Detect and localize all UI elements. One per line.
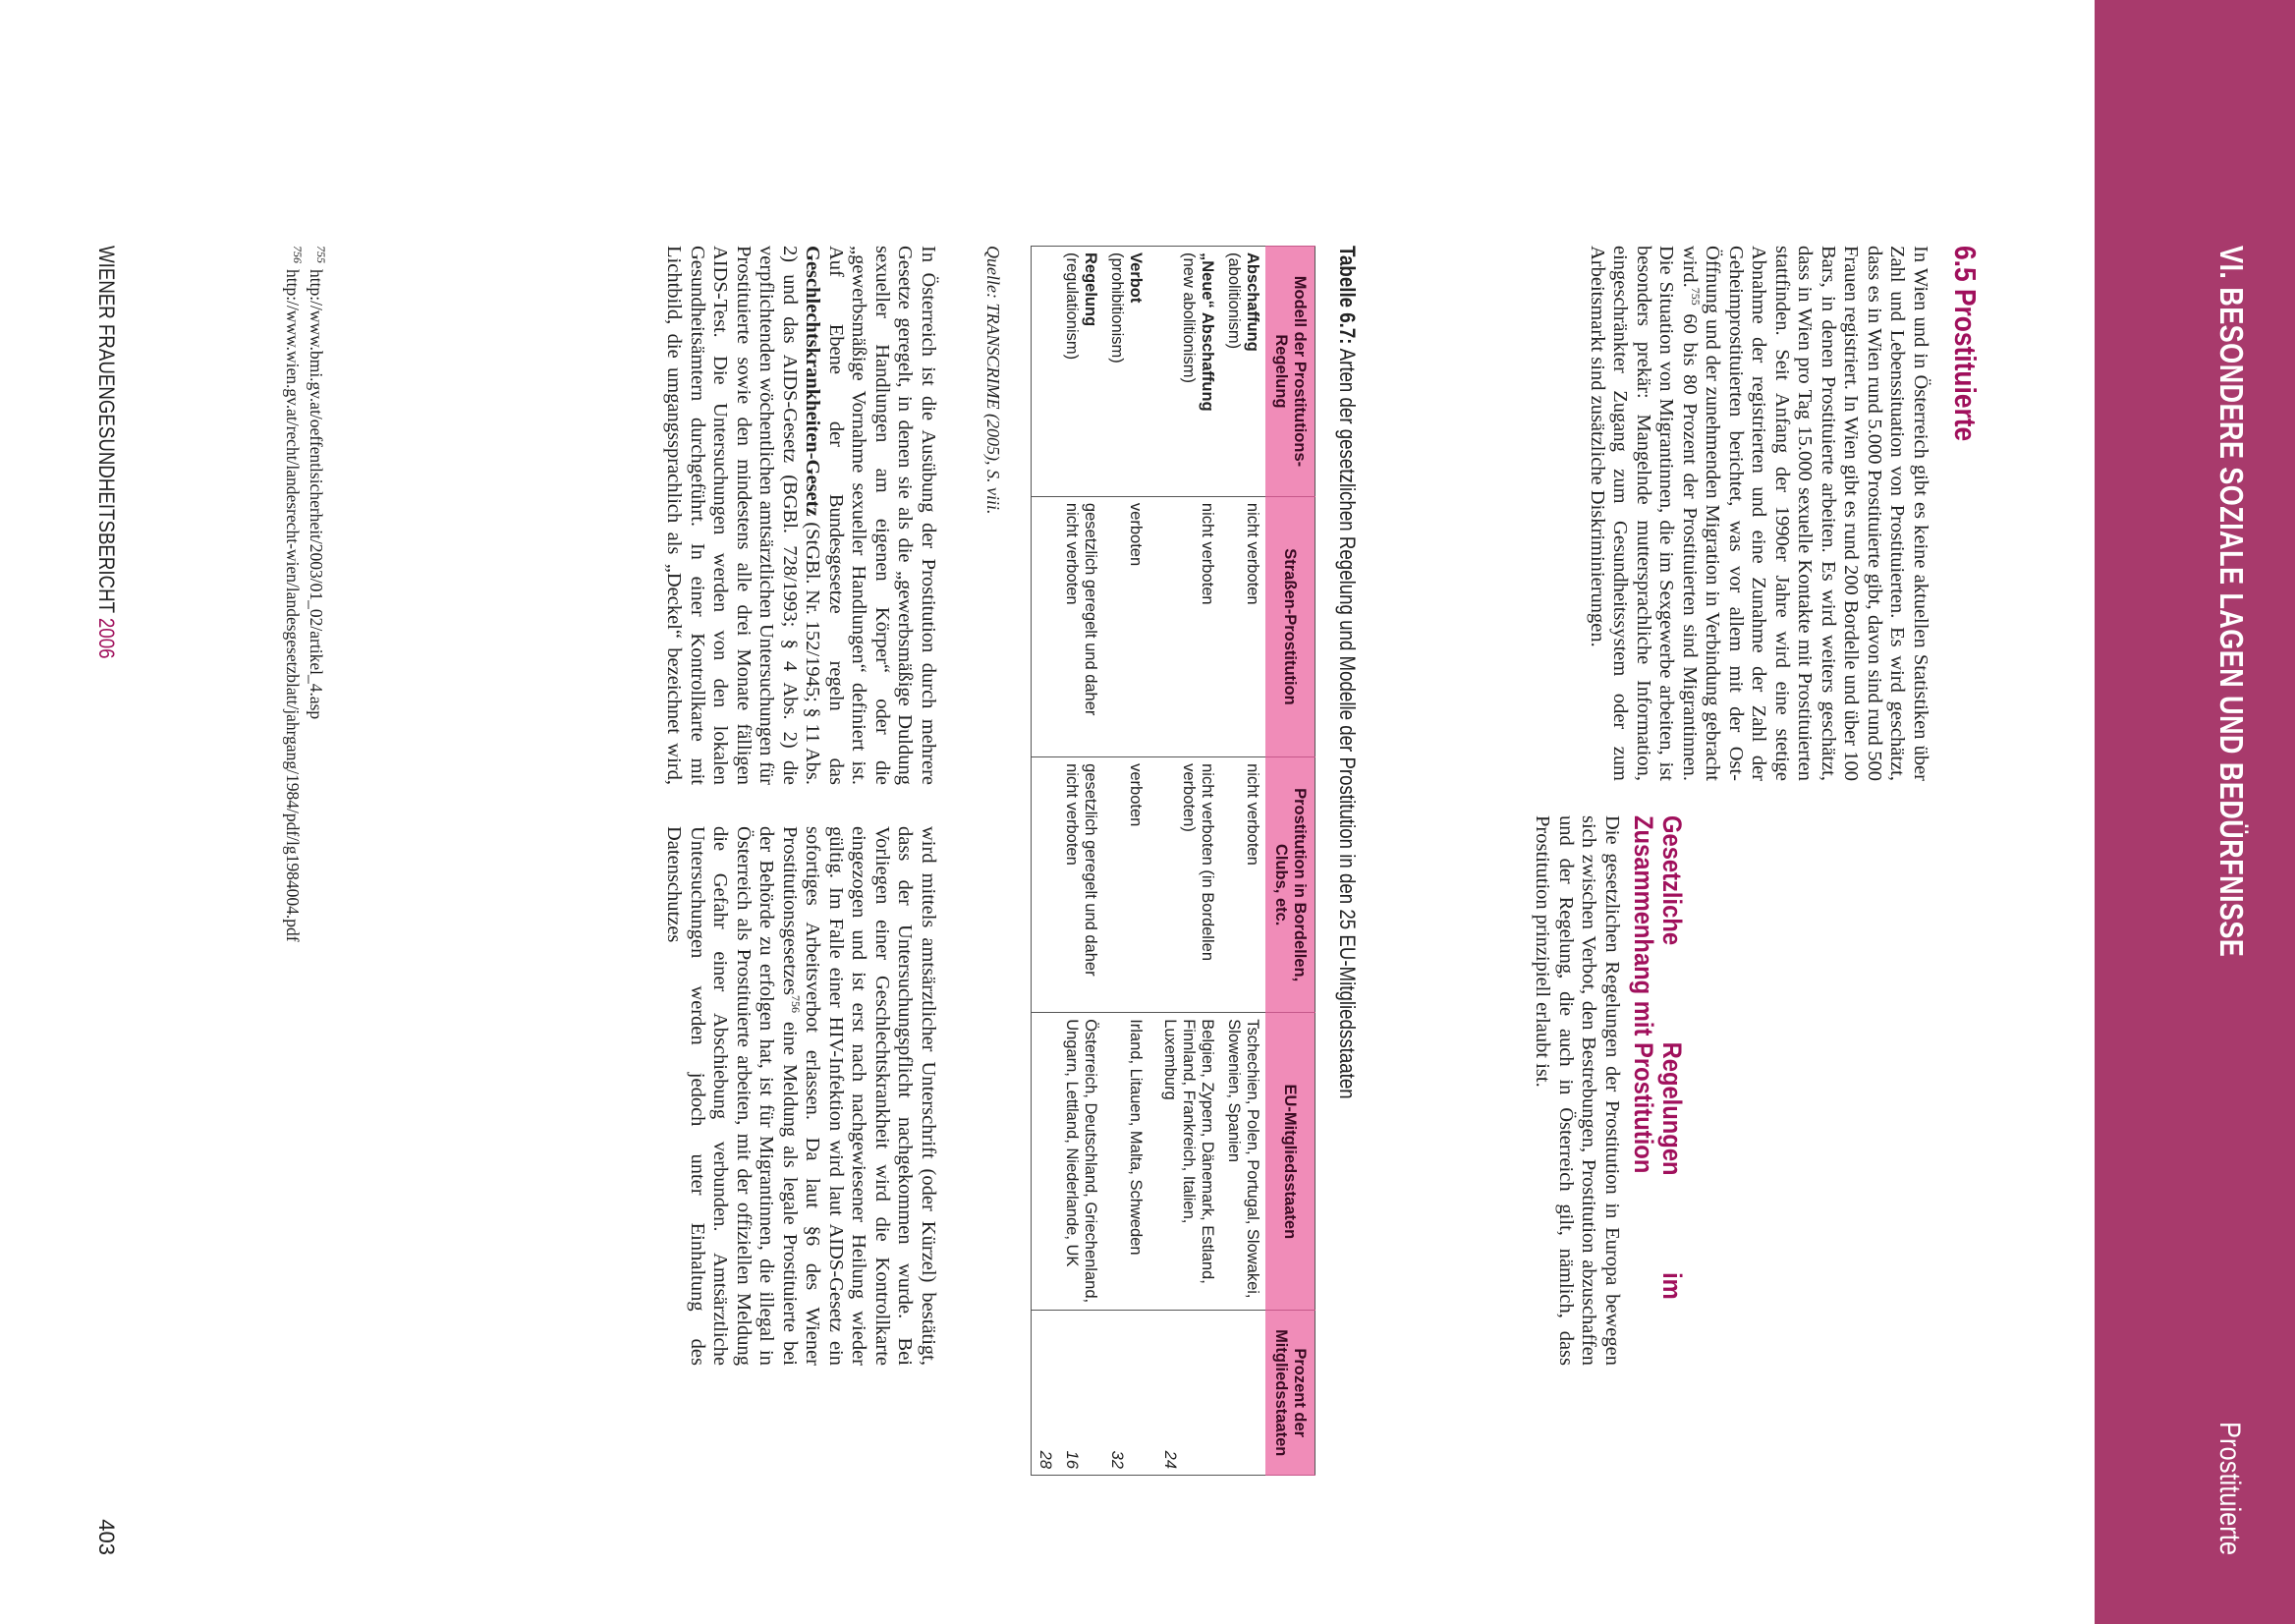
table-row — [1220, 247, 1265, 1476]
cell-states — [1032, 1013, 1059, 1311]
table-row — [1103, 247, 1156, 1476]
col-header: Prozent der Mitgliedsstaaten — [1265, 1311, 1315, 1476]
table-row — [1032, 247, 1059, 1476]
cell-states: Tschechien, Polen, Portugal, Slowakei, Slowenien, Spanien — [1220, 1013, 1265, 1311]
paragraph: In Österreich ist die Ausübung der Prostitution durch mehrere Gesetze geregelt, in denen sie als die „gewerbsmäßige Duldung sexueller Handlungen am eigenen Körper“ oder die „gewerbsmäßige Vornahme sexueller Handlungen“ definiert ist. Auf Ebene der Bundesgesetze regeln das Geschlechtskrankheiten-Gesetz (StGBl. Nr. 152/1945; § 11 Abs. 2) und das AIDS-Gesetz (BGBl. 728/1993; § 4 Abs. 2) die verpflichtenden wöchentlichen amtsärztlichen Untersuchungen für Prostituierte sowie den mindestens alle drei Monate fälligen AIDS-Test. Die Untersuchungen werden von den lokalen Gesundheitsämtern durchgeführt. In einer Kontrollkarte mit Lichtbild, die umgangssprachlich als „Deckel“ bezeichnet wird, wird mittels amtsärztlicher Unterschrift (oder Kürzel) bestätigt, dass der Untersuchungspflicht nachgekommen wurde. Bei Vorliegen einer Geschlechtskrankheit wird die Kontrollkarte eingezogen und ist erst nach nachgewiesener Heilung wieder gültig. Im Falle einer HIV-Infektion wird laut AIDS-Gesetz ein sofortiges Arbeitsverbot erlassen. Da laut §6 des Wiener Prostitutionsgesetzes$^{756}$ eine Meldung als legale Prostituierte bei der Behörde zu erfolgen hat, ist für Migrantinnen, die illegal in Österreich als Prostituierte arbeiten, mit der offiziellen Meldung die Gefahr einer Abschiebung verbunden. Amtsärztliche Untersuchungen werden jedoch unter Einhaltung des Datenschutzes — [663, 246, 939, 1366]
cell-percent: 32 — [1103, 1311, 1156, 1476]
section-title: 6.5 Prostituierte — [1948, 246, 1983, 442]
cell-model: Regelung (regulationism) — [1058, 247, 1103, 497]
footnote: $^{755}$http://www.bmi.gv.at/oeffentlsicherheit/2003/01_02/artikel_4.asp — [307, 246, 328, 720]
subsection-block — [1531, 815, 1931, 1366]
chapter-title: VI. BESONDERE SOZIALE LAGEN UND BEDÜRFNISSE — [2213, 246, 2250, 958]
cell-model: „Neue“ Abschaffung (new abolitionism) — [1156, 247, 1220, 497]
cell-model: Verbot (prohibitionism) — [1103, 247, 1156, 497]
footnote: $^{756}$http://www.wien.gv.at/recht/landesrecht-wien/landesgesetzblatt/jahrgang/1984/pdf/lg1984004.pdf — [283, 246, 305, 942]
table-header-row — [1265, 247, 1315, 1476]
cell-model: Abschaffung (abolitionism) — [1220, 247, 1265, 497]
footer-title: WIENER FRAUENGESUNDHEITSBERICHT 2006 — [94, 246, 119, 659]
flow-spacer — [1686, 815, 1931, 1366]
table-caption: Tabelle 6.7: Arten der gesetzlichen Regelung und Modelle der Prostitution in den 25 EU-Mitgliedsstaaten — [1335, 246, 1360, 1099]
cell-percent: 24 — [1156, 1311, 1220, 1476]
cell-model — [1032, 247, 1059, 497]
table-row — [1156, 247, 1220, 1476]
footnote-ref: 756 — [788, 994, 803, 1013]
page-number: 403 — [94, 1519, 119, 1555]
cell-states: Irland, Litauen, Malta, Schweden — [1103, 1013, 1156, 1311]
cell-brothel: gesetzlich geregelt und daher nicht verboten — [1058, 757, 1103, 1013]
paragraph: In Wien und in Österreich gibt es keine aktuellen Statistiken über Zahl und Lebenssituation von Prostituierten. Es wird geschätzt, dass es in Wien rund 5.000 Prostituierte gibt, davon sind rund 500 Frauen registriert. In Wien gibt es rund 200 Bordelle und über 100 Bars, in denen Prostituierte arbeiten. Es wird weiters geschätzt, dass in Wien pro Tag 15.000 sexuelle Kontakte mit Prostituierten stattfinden. Seit Anfang der 1990er Jahre wird eine stetige Abnahme der registrierten und eine Zunahme der Zahl der Geheimprostituierten berichtet, was vor allem mit der Ost-Öffnung und der zunehmenden Migration in Verbindung gebracht wird.$^{755}$ 60 bis 80 Prozent der Prostituierten sind Migrantinnen. Die Situation von Migrantinnen, die im Sexgewerbe arbeiten, ist besonders prekär: Mangelnde muttersprachliche Information, eingeschränkter Zugang zum Gesundheitssystem oder zum Arbeitsmarkt sind zusätzliche Diskriminierungen. — [1587, 246, 1931, 781]
subsection-title: Gesetzliche Regelungen im Zusammenhang mit Prostitution — [1629, 815, 1687, 1300]
cell-states: Belgien, Zypern, Dänemark, Estland, Finnland, Frankreich, Italien, Luxemburg — [1156, 1013, 1220, 1311]
text-column-left — [1586, 246, 1932, 781]
col-header: Modell der Prostitutions-Regelung — [1265, 247, 1315, 497]
paragraph: Die gesetzlichen Regelungen der Prostitution in Europa bewegen sich zwischen Verbot, den Bestrebungen, Prostitution abzuschaffen und der Regelung, die auch in Österreich gilt, nämlich, dass Prostitution prinzipiell erlaubt ist. — [1532, 815, 1623, 1366]
table-row — [1058, 247, 1103, 1476]
col-header: Prostitution in Bordellen, Clubs, etc. — [1265, 757, 1315, 1013]
footnote-ref: 755 — [1688, 287, 1703, 306]
cell-street: verboten — [1103, 496, 1156, 756]
cell-percent — [1220, 1311, 1265, 1476]
table-source: Quelle: TRANSCRIME (2005), S. viii. — [983, 246, 1003, 515]
cell-street — [1032, 496, 1059, 756]
section-tag: Prostituierte — [2213, 1421, 2246, 1555]
cell-brothel: nicht verboten (in Bordellen verboten) — [1156, 757, 1220, 1013]
cell-percent: 16 — [1058, 1311, 1103, 1476]
col-header: EU-Mitgliedsstaaten — [1265, 1013, 1315, 1311]
text-columns-lower — [360, 246, 939, 1366]
regulation-table — [1031, 246, 1315, 1476]
cell-street: nicht verboten — [1220, 496, 1265, 756]
cell-brothel — [1032, 757, 1059, 1013]
cell-brothel: verboten — [1103, 757, 1156, 1013]
cell-percent: 28 — [1032, 1311, 1059, 1476]
cell-states: Österreich, Deutschland, Griechenland, Ungarn, Lettland, Niederlande, UK — [1058, 1013, 1103, 1311]
cell-street: gesetzlich geregelt und daher nicht verboten — [1058, 496, 1103, 756]
chapter-header-band — [2095, 0, 2295, 1624]
cell-brothel: nicht verboten — [1220, 757, 1265, 1013]
col-header: Straßen-Prostitution — [1265, 496, 1315, 756]
cell-street: nicht verboten — [1156, 496, 1220, 756]
